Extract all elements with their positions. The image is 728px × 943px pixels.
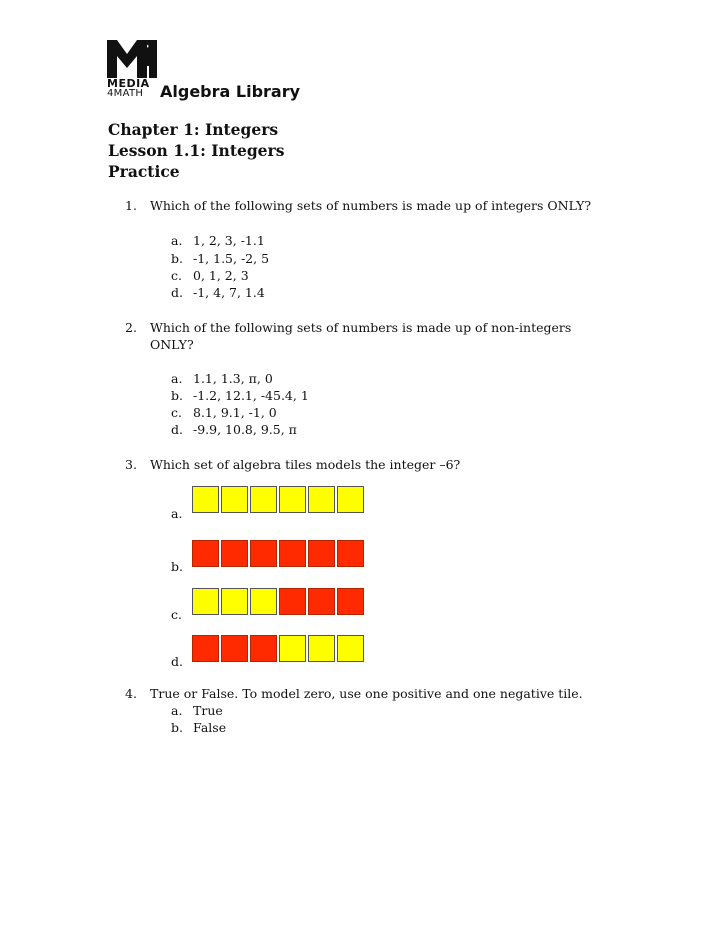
negative-tile: [221, 540, 248, 567]
option-label: a.: [171, 233, 183, 248]
option-label: a.: [171, 371, 183, 386]
lesson-heading: Lesson 1.1: Integers: [108, 141, 285, 160]
option-label: c.: [171, 268, 182, 283]
media4math-logo: [107, 40, 157, 104]
question-text: Which set of algebra tiles models the integer –6?: [150, 457, 461, 472]
negative-tile: [337, 588, 364, 615]
option-text: 0, 1, 2, 3: [193, 268, 249, 283]
option-label: d.: [171, 422, 183, 437]
question-text: Which of the following sets of numbers is made up of integers ONLY?: [150, 198, 592, 213]
negative-tile: [308, 588, 335, 615]
option-label: a.: [171, 506, 183, 521]
m4-logo-icon: [107, 40, 157, 78]
option-label: b.: [171, 388, 183, 403]
chapter-heading: Chapter 1: Integers: [108, 120, 279, 139]
option-label: c.: [171, 607, 182, 622]
positive-tile: [221, 486, 248, 513]
option-text: 1.1, 1.3, π, 0: [193, 371, 273, 386]
option-label: c.: [171, 405, 182, 420]
question-number: 1.: [125, 198, 137, 213]
positive-tile: [337, 635, 364, 662]
negative-tile: [192, 540, 219, 567]
option-label: b.: [171, 720, 183, 735]
negative-tile: [279, 540, 306, 567]
positive-tile: [308, 635, 335, 662]
section-heading: Practice: [108, 162, 180, 181]
option-label: b.: [171, 559, 183, 574]
negative-tile: [308, 540, 335, 567]
question-number: 4.: [125, 686, 137, 701]
option-label: a.: [171, 703, 183, 718]
question-text: True or False. To model zero, use one positive and one negative tile.: [150, 686, 583, 701]
option-text: 8.1, 9.1, -1, 0: [193, 405, 277, 420]
logo-text-media: MEDIA: [107, 77, 150, 90]
question-text: Which of the following sets of numbers is made up of non-integers: [150, 320, 572, 335]
positive-tile: [221, 588, 248, 615]
option-text: -9.9, 10.8, 9.5, π: [193, 422, 297, 437]
option-text: 1, 2, 3, -1.1: [193, 233, 265, 248]
negative-tile: [279, 588, 306, 615]
logo-text-4math: 4MATH: [107, 88, 144, 99]
question-number: 2.: [125, 320, 137, 335]
option-text: -1, 4, 7, 1.4: [193, 285, 265, 300]
library-title: Algebra Library: [160, 82, 301, 101]
option-label: b.: [171, 251, 183, 266]
algebra-tiles-d: [192, 635, 366, 662]
algebra-tiles-a: [192, 486, 366, 513]
negative-tile: [250, 635, 277, 662]
positive-tile: [279, 486, 306, 513]
option-text: -1, 1.5, -2, 5: [193, 251, 270, 266]
negative-tile: [192, 635, 219, 662]
negative-tile: [337, 540, 364, 567]
positive-tile: [192, 486, 219, 513]
positive-tile: [250, 486, 277, 513]
option-text: True: [193, 703, 223, 718]
algebra-tiles-c: [192, 588, 366, 615]
option-text: False: [193, 720, 227, 735]
negative-tile: [221, 635, 248, 662]
question-text-continued: ONLY?: [150, 337, 194, 352]
positive-tile: [250, 588, 277, 615]
positive-tile: [337, 486, 364, 513]
positive-tile: [308, 486, 335, 513]
question-number: 3.: [125, 457, 137, 472]
option-label: d.: [171, 285, 183, 300]
algebra-tiles-b: [192, 540, 366, 567]
option-label: d.: [171, 654, 183, 669]
negative-tile: [250, 540, 277, 567]
option-text: -1.2, 12.1, -45.4, 1: [193, 388, 309, 403]
positive-tile: [192, 588, 219, 615]
positive-tile: [279, 635, 306, 662]
